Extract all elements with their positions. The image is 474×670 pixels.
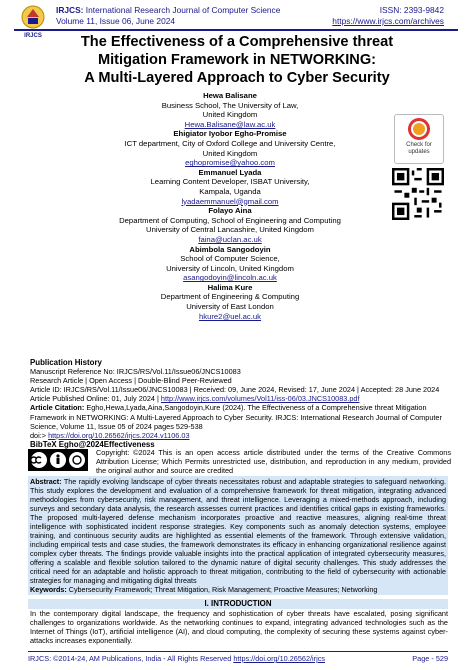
author-block: Hewa Balisane Business School, The University of Law, United Kingdom Hewa.Balisane@law.ac.uk	[70, 91, 390, 129]
author-email[interactable]: lyadaemmanuel@gmail.com	[181, 196, 279, 206]
author-block: Ehigiator Iyobor Egho-Promise ICT department, City of Oxford College and University Centre, United Kingdom eghopromise@yahoo.com	[70, 129, 390, 167]
abstract-box: Abstract: The rapidly evolving landscape of cyber threats necessitates robust and adaptable strategies to safeguard networking. This study explores the development and evaluation of a comprehensive framework for threat mitigation, integrating advanced methodologies from cybersecurity, risk management, and threat intelligence. Leveraging a mixed-methods approach, including surveys and secondary data analysis, the research assesses current practices and identifies critical gaps in existing frameworks. The proposed multi-layered defense mechanism incorporates proactive and reactive measures, aligning real-time threat intelligence with sophisticated incident response strategies. Key components such as anomaly detection systems, employee training, and continuous security audits are highlighted as essential elements of the framework. Through extensive validation, including empirical tests and case studies, the framework demonstrates its efficacy in enhancing organizational resilience against complex cyber threats. The findings provide valuable insights into the practical application of integrated cybersecurity measures, offering a scalable and flexible solution tailored to the dynamic nature of digital security challenges. This study addresses the critical need for an adaptable and holistic approach to threat mitigation, contributing to the field of cybersecurity with actionable strategies for managing and mitigating digital threats Keywords: Cybersecurity Framework; Threat Mitigation, Risk Management; Proactive Measures; Networking	[30, 477, 446, 594]
archives-link[interactable]: https://www.irjcs.com/archives	[332, 16, 444, 26]
issn: ISSN: 2393-9842	[379, 5, 444, 15]
author-block: Abimbola Sangodoyin School of Computer Science, University of Lincoln, United Kingdom asangodoyin@lincoln.ac.uk	[70, 245, 390, 283]
article-pdf-link[interactable]: http://www.irjcs.com/volumes/Vol11/iss-06/03.JNCS10083.pdf	[160, 394, 360, 404]
author-block: Halima Kure Department of Engineering & Computing University of East London hkure2@uel.ac.uk	[70, 283, 390, 321]
bibtex: BibTeX Egho@2024Effectiveness	[30, 439, 155, 449]
author-email[interactable]: Hewa.Balisane@law.ac.uk	[184, 119, 276, 129]
author-email[interactable]: hkure2@uel.ac.uk	[198, 311, 262, 321]
updates-icon-center	[413, 123, 425, 135]
introduction-text: In the contemporary digital landscape, the frequency and sophistication of cyber threats have escalated, posing significant challenges to organizations worldwide. As the networking continues to expand, integrating advanced technologies such as the Internet of Things (IoT), artificial intelligence (AI), and cloud computing, the complexity of securing these systems against cyber-attacks increases exponentially.	[30, 609, 448, 646]
volume-issue: Volume 11, Issue 06, June 2024	[56, 16, 176, 26]
author-email[interactable]: asangodoyin@lincoln.ac.uk	[183, 273, 277, 283]
check-for-updates-badge[interactable]: Check for updates	[394, 114, 444, 164]
author-block: Emmanuel Lyada Learning Content Developer, ISBAT University, Kampala, Uganda lyadaemmanuel@gmail.com	[70, 168, 390, 206]
author-email[interactable]: faina@uclan.ac.uk	[198, 234, 262, 244]
doi-link[interactable]: https://doi.org/10.26562/irjcs.2024.v1106.03	[48, 430, 190, 440]
publication-history: Publication History Manuscript Reference No: IRJCS/RS/Vol.11/Issue06/JNCS10083 Research Article | Open Access | Double-Blind Peer-Reviewed Article ID: IRJCS/RS/Vol.11/Issue06/JNCS10083 | Received: 09, June 2024, Revised: 17, June 2024 | Accepted: 28 June 2024 Article Published Online: 01, July 2024 | http://www.irjcs.com/volumes/Vol11/iss-06/03.JNCS10083.pdf Article Citation: Egho,Hewa,Lyada,Aina,Sangodoyin,Kure (2024). The Effectiveness of a Comprehensive threat Mitigation Framework in NETWORKING: A Multi-Layered Approach to Cyber Security. IRJCS: International Research Journal of Computer Science, Volume 11, Issue 05 of 2024 pages 529-538 doi:> https://doi.org/10.26562/irjcs.2024.v1106.03 BibTeX Egho@2024Effectiveness	[30, 358, 450, 449]
footer-divider	[28, 651, 448, 652]
author-block: Folayo Aina Department of Computing, School of Engineering and Computing University of Central Lancashire, United Kingdom faina@uclan.ac.uk	[70, 206, 390, 244]
section-heading: I. INTRODUCTION	[28, 599, 448, 609]
creative-commons-icon	[28, 449, 88, 471]
journal-name: IRJCS: International Research Journal of Computer Science	[56, 5, 281, 15]
paper-title: The Effectiveness of a Comprehensive threat Mitigation Framework in NETWORKING: A Multi-Layered Approach to Cyber Security	[80, 34, 394, 86]
header-divider	[14, 29, 458, 31]
qr-code-icon[interactable]	[392, 168, 444, 220]
author-email[interactable]: eghopromise@yahoo.com	[185, 158, 275, 168]
author-list	[70, 91, 390, 321]
footer-doi-link[interactable]: https://doi.org/10.26562/irjcs	[233, 654, 326, 663]
logo-text: IRJCS	[24, 33, 42, 39]
page-number: Page - 529	[412, 654, 448, 663]
copyright-notice: Copyright: ©2024 This is an open access article distributed under the terms of the Creative Commons Attribution License; Which Permits unrestricted use, distribution, and reproduction in any medium, provided the original author and source are credited	[96, 448, 451, 476]
